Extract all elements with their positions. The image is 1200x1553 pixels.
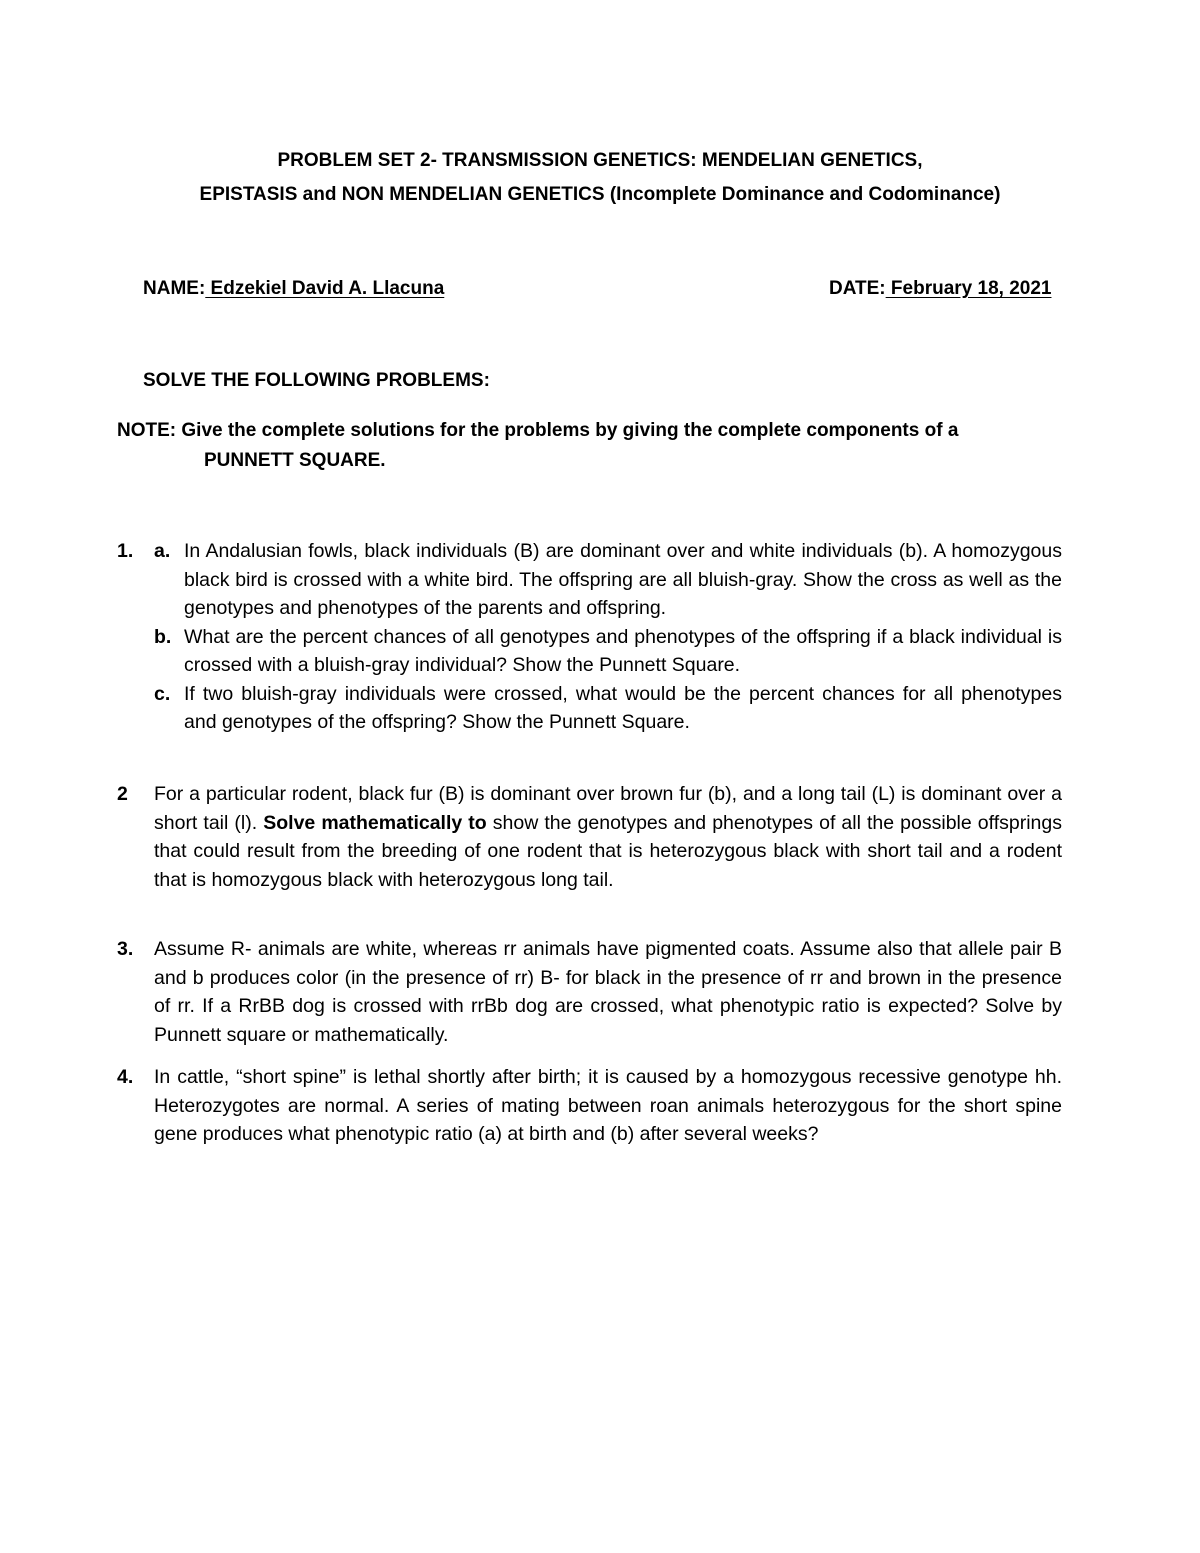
date-value: February 18, 2021	[885, 278, 1052, 299]
problem-1a	[154, 537, 1062, 623]
title-line-2: EPISTASIS and NON MENDELIAN GENETICS (Incomplete Dominance and Codominance)	[199, 184, 1001, 205]
problem-4	[117, 1063, 1062, 1149]
problem-2-text-part: For a particular rodent, black fur (B) is dominant over brown fur (b), and a long tail (L) is dominant over a short tail (l).	[154, 783, 1062, 834]
title-line-1: PROBLEM SET 2- TRANSMISSION GENETICS: MENDELIAN GENETICS,	[277, 150, 923, 171]
problem-number: 2	[117, 783, 128, 805]
problem-1b	[154, 623, 1062, 680]
problem-4-text: In cattle, “short spine” is lethal shortly after birth; it is caused by a homozygous recessive genotype hh. Heterozygotes are normal. A series of mating between roan animals heterozygous for the short spine gene produces what phenotypic ratio (a) at birth and (b) after several weeks?	[154, 1066, 1062, 1145]
problem-2-text	[154, 780, 1062, 894]
name-value: Edzekiel David A. Llacuna	[205, 278, 445, 299]
name-label: NAME:	[143, 278, 206, 299]
problem-3	[117, 935, 1062, 1049]
problem-1a-text: In Andalusian fowls, black individuals (B) are dominant over and white individuals (b). A homozygous black bird is crossed with a white bird. The offspring are all bluish-gray. Show the cross as well as the genotypes and phenotypes of the parents and offspring.	[184, 540, 1062, 619]
problem-1c	[154, 680, 1062, 737]
problem-1c-text: If two bluish-gray individuals were crossed, what would be the percent chances for all phenotypes and genotypes of the offspring? Show the Punnett Square.	[184, 682, 1062, 733]
sub-letter: b.	[154, 625, 172, 648]
problem-number: 3.	[117, 938, 134, 960]
date-row	[829, 276, 1051, 302]
sub-letter: c.	[154, 682, 171, 705]
problem-1b-text: What are the percent chances of all genotypes and phenotypes of the offspring if a black individual is crossed with a bluish-gray individual? Show the Punnett Square.	[184, 625, 1062, 676]
problem-number: 1.	[117, 540, 134, 562]
name-row	[143, 276, 444, 302]
solve-heading: SOLVE THE FOLLOWING PROBLEMS:	[143, 370, 490, 391]
problem-number: 4.	[117, 1066, 134, 1088]
problem-2	[117, 780, 1062, 894]
date-label: DATE:	[829, 278, 886, 299]
sub-letter: a.	[154, 540, 171, 562]
problem-1	[117, 537, 1062, 737]
note-line-1: NOTE: Give the complete solutions for the problems by giving the complete components of a	[117, 420, 959, 441]
note-line-2: PUNNETT SQUARE.	[204, 450, 386, 471]
problem-3-text: Assume R- animals are white, whereas rr animals have pigmented coats. Assume also that allele pair B and b produces color (in the presence of rr) B- for black in the presence of rr and brown in the presence of rr. If a RrBB dog is crossed with rrBb dog are crossed, what phenotypic ratio is expected? Solve by Punnett square or mathematically.	[154, 938, 1062, 1046]
problem-2-text-bold: Solve mathematically to	[263, 811, 487, 834]
problem-2-text-part: show the genotypes and phenotypes of all the possible offsprings that could result from the breeding of one rodent that is heterozygous black with short tail and a rodent that is homozygous black with heterozygous long tail.	[154, 811, 1062, 891]
note	[117, 416, 1057, 476]
